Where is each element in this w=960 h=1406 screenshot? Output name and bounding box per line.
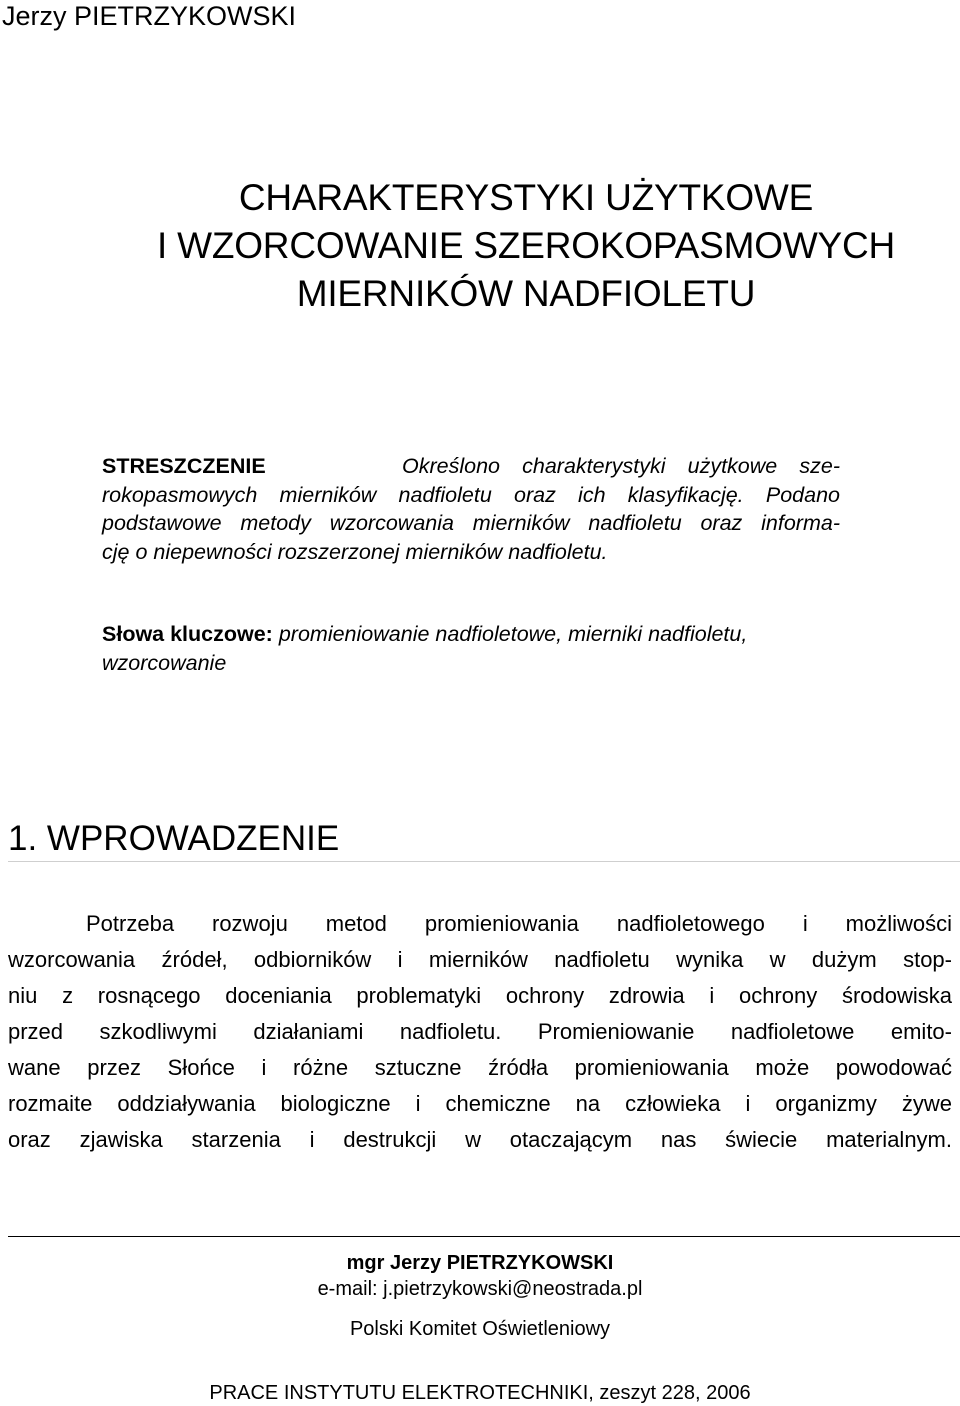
keywords-text: promieniowanie nadfioletowe, mierniki nadfioletu, wzorcowanie [102,622,748,675]
section-heading: 1. WPROWADZENIE [8,819,340,858]
title-line-3: MIERNIKÓW NADFIOLETU [296,273,756,314]
abstract-text: Określono charakterystyki użytkowe sze- [402,454,840,478]
abstract [102,452,840,567]
body-line: Potrzeba rozwoju metod promieniowania nadfioletowego i możliwości [86,911,952,936]
running-head: Jerzy PIETRZYKOWSKI [2,1,297,31]
footer-divider [8,1236,960,1237]
body-line: niu z rosnącego doceniania problematyki ochrony zdrowia i ochrony środowiska [8,983,952,1008]
abstract-heading: STRESZCZENIE [102,454,266,478]
section-body [8,906,952,1158]
body-line: przed szkodliwymi działaniami nadfioletu. Promieniowanie nadfioletowe emito- [8,1019,952,1044]
abstract-line: podstawowe metody wzorcowania mierników nadfioletu oraz informa- [102,511,840,536]
body-line: wzorcowania źródeł, odbiorników i mierników nadfioletu wynika w dużym stop- [8,947,952,972]
author-email: e-mail: j.pietrzykowski@neostrada.pl [317,1278,643,1300]
keywords-label: Słowa kluczowe: [102,622,273,646]
body-line: oraz zjawiska starzenia i destrukcji w otaczającym nas świecie materialnym. [8,1127,952,1152]
abstract-line [102,452,840,481]
body-line: wane przez Słońce i różne sztuczne źródła promieniowania może powodować [8,1055,952,1080]
keywords [102,620,862,678]
journal-citation: PRACE INSTYTUTU ELEKTROTECHNIKI, zeszyt 228, 2006 [209,1382,751,1404]
title-line-1: CHARAKTERYSTYKI UŻYTKOWE [238,177,814,218]
section-divider [8,861,960,862]
abstract-line: cję o niepewności rozszerzonej mierników nadfioletu. [102,540,608,565]
abstract-line: rokopasmowych mierników nadfioletu oraz ich klasyfikację. Podano [102,482,840,507]
author-name: mgr Jerzy PIETRZYKOWSKI [346,1252,614,1274]
author-organization: Polski Komitet Oświetleniowy [349,1318,611,1340]
body-line: rozmaite oddziaływania biologiczne i chemiczne na człowieka i organizmy żywe [8,1091,952,1116]
title-line-2: I WZORCOWANIE SZEROKOPASMOWYCH [156,225,896,266]
